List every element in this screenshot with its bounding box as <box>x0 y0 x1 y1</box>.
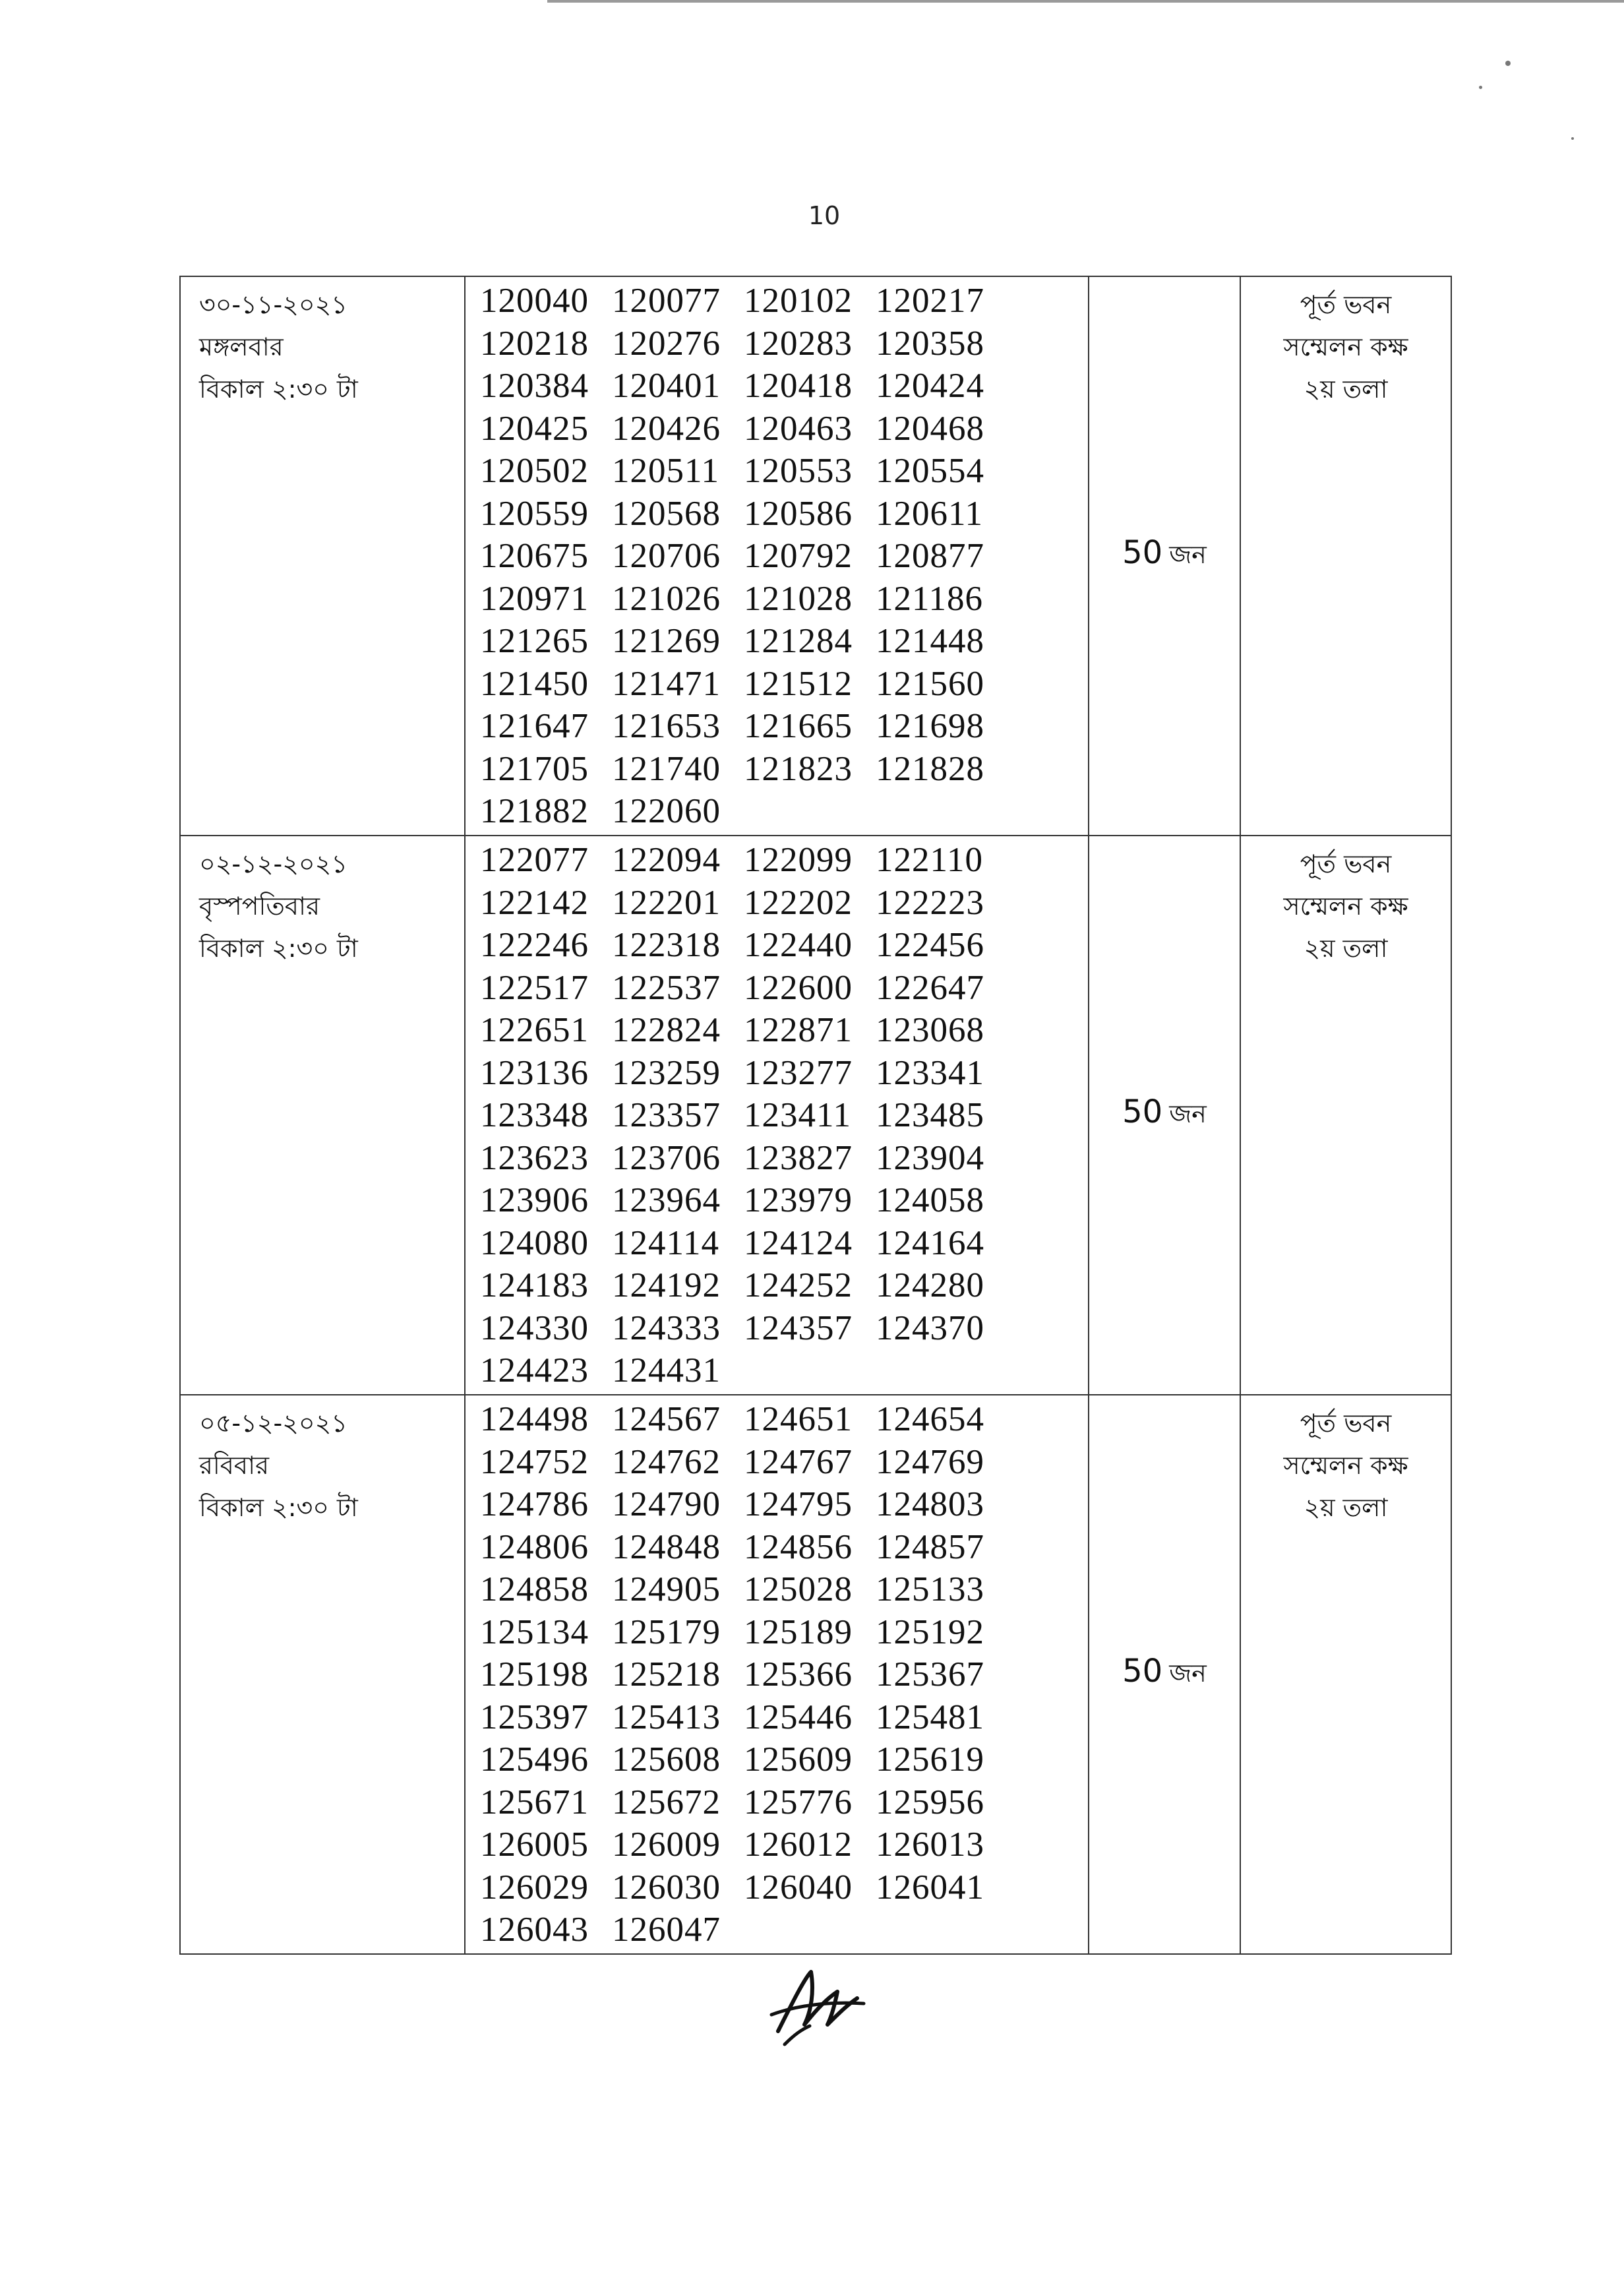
signature <box>765 1952 870 2051</box>
roll-number: 120426 <box>612 409 721 448</box>
roll-number: 120102 <box>744 282 853 321</box>
roll-number: 125446 <box>744 1698 853 1736</box>
roll-number: 124357 <box>744 1308 853 1347</box>
roll-number: 124370 <box>876 1308 984 1347</box>
exam-day: বৃস্পপতিবার <box>199 892 320 921</box>
venue-cell <box>1240 1395 1451 1954</box>
venue-line: ২য় তলা <box>1304 934 1388 963</box>
roll-number: 124803 <box>876 1485 984 1524</box>
roll-line <box>480 493 1088 536</box>
roll-number: 122077 <box>480 841 589 880</box>
roll-number: 122537 <box>612 968 721 1007</box>
roll-line <box>480 790 1088 833</box>
roll-number: 125189 <box>744 1612 853 1651</box>
roll-line <box>480 1781 1088 1824</box>
roll-number: 125413 <box>612 1698 721 1736</box>
roll-number: 121512 <box>744 664 853 703</box>
roll-number: 121186 <box>876 579 984 618</box>
roll-number: 126029 <box>480 1868 589 1907</box>
roll-number: 123411 <box>744 1096 852 1135</box>
roll-number: 124252 <box>744 1266 853 1305</box>
roll-number: 122223 <box>876 883 984 922</box>
roll-number: 125671 <box>480 1783 589 1821</box>
roll-number: 120463 <box>744 409 853 448</box>
roll-number: 120218 <box>480 324 589 363</box>
roll-number: 122110 <box>876 841 984 880</box>
venue-line: সম্মেলন কক্ষ <box>1283 892 1408 921</box>
roll-number: 125619 <box>876 1740 984 1779</box>
date-cell <box>180 1395 465 1954</box>
roll-number: 124769 <box>876 1442 984 1481</box>
roll-number: 123259 <box>612 1053 721 1092</box>
roll-number: 122824 <box>612 1011 721 1050</box>
roll-number: 121450 <box>480 664 589 703</box>
candidate-count: 50 <box>1122 1093 1163 1130</box>
roll-number: 125028 <box>744 1570 853 1609</box>
date-cell <box>180 276 465 836</box>
roll-number: 121705 <box>480 749 589 788</box>
roll-line <box>480 1398 1088 1441</box>
exam-date: ০২-১২-২০২১ <box>199 849 347 878</box>
candidate-count: 50 <box>1122 1653 1163 1690</box>
roll-line <box>480 705 1088 748</box>
roll-line <box>480 578 1088 621</box>
roll-number: 125481 <box>876 1698 984 1736</box>
roll-number: 120877 <box>876 537 984 576</box>
roll-number: 120040 <box>480 282 589 321</box>
roll-line <box>480 1307 1088 1350</box>
roll-number: 125179 <box>612 1612 721 1651</box>
candidate-count-cell <box>1089 836 1240 1395</box>
roll-number: 121698 <box>876 707 984 746</box>
roll-line <box>480 882 1088 925</box>
roll-number: 123341 <box>876 1053 984 1092</box>
roll-number: 120559 <box>480 494 589 533</box>
roll-line <box>480 280 1088 322</box>
roll-numbers-cell <box>465 1395 1089 1954</box>
roll-number: 122871 <box>744 1011 853 1050</box>
candidate-count: 50 <box>1122 534 1163 571</box>
exam-date: ০৫-১২-২০২১ <box>199 1409 347 1438</box>
roll-number: 120276 <box>612 324 721 363</box>
roll-number: 123827 <box>744 1138 853 1177</box>
roll-number: 126043 <box>480 1911 589 1949</box>
candidate-count-cell <box>1089 276 1240 836</box>
candidate-count-unit: জন <box>1169 1659 1207 1688</box>
roll-number: 125134 <box>480 1612 589 1651</box>
roll-number: 121665 <box>744 707 853 746</box>
roll-number: 126013 <box>876 1825 984 1864</box>
roll-number: 123136 <box>480 1053 589 1092</box>
roll-line <box>480 365 1088 408</box>
roll-number: 120792 <box>744 537 853 576</box>
roll-number: 123623 <box>480 1138 589 1177</box>
roll-number: 120706 <box>612 537 721 576</box>
candidate-count-unit: জন <box>1169 540 1207 569</box>
venue-line: পূর্ত ভবন <box>1300 849 1392 878</box>
roll-number: 120502 <box>480 452 589 491</box>
roll-line <box>480 535 1088 578</box>
roll-number: 122060 <box>612 792 721 831</box>
schedule-row <box>180 836 1451 1395</box>
roll-number: 124080 <box>480 1223 589 1262</box>
roll-number: 122456 <box>876 926 984 965</box>
roll-number: 123906 <box>480 1181 589 1220</box>
roll-number: 124651 <box>744 1400 853 1439</box>
roll-number: 125776 <box>744 1783 853 1821</box>
roll-number: 120384 <box>480 367 589 406</box>
roll-number: 125608 <box>612 1740 721 1779</box>
roll-number: 125496 <box>480 1740 589 1779</box>
roll-number: 124058 <box>876 1181 984 1220</box>
roll-number: 125192 <box>876 1612 984 1651</box>
scan-speck <box>1479 86 1482 89</box>
roll-number: 124423 <box>480 1351 589 1390</box>
roll-number: 124786 <box>480 1485 589 1524</box>
roll-number: 123068 <box>876 1011 984 1050</box>
roll-number: 120971 <box>480 579 589 618</box>
roll-number: 121882 <box>480 792 589 831</box>
roll-line <box>480 1137 1088 1180</box>
roll-line <box>480 967 1088 1010</box>
roll-number: 122094 <box>612 841 721 880</box>
roll-number: 122651 <box>480 1011 589 1050</box>
roll-number: 125956 <box>876 1783 984 1821</box>
roll-number: 124333 <box>612 1308 721 1347</box>
roll-number: 122142 <box>480 883 589 922</box>
roll-number: 120511 <box>612 452 720 491</box>
roll-line <box>480 1653 1088 1696</box>
roll-number: 122440 <box>744 926 853 965</box>
roll-number: 120611 <box>876 494 984 533</box>
roll-number: 124848 <box>612 1527 721 1566</box>
roll-number: 126005 <box>480 1825 589 1864</box>
roll-line <box>480 450 1088 493</box>
exam-time: বিকাল ২:৩০ টা <box>199 1493 358 1522</box>
roll-line <box>480 1009 1088 1052</box>
venue-line: পূর্ত ভবন <box>1300 290 1392 319</box>
roll-number: 125367 <box>876 1655 984 1694</box>
roll-number: 124795 <box>744 1485 853 1524</box>
roll-number: 123348 <box>480 1096 589 1135</box>
roll-line <box>480 839 1088 882</box>
schedule-row <box>180 276 1451 836</box>
roll-number: 124124 <box>744 1223 853 1262</box>
roll-number: 124762 <box>612 1442 721 1481</box>
roll-number: 121265 <box>480 622 589 661</box>
roll-number: 121653 <box>612 707 721 746</box>
venue-cell <box>1240 276 1451 836</box>
roll-number: 121471 <box>612 664 721 703</box>
roll-number: 120554 <box>876 452 984 491</box>
roll-number: 124790 <box>612 1485 721 1524</box>
venue-line: পূর্ত ভবন <box>1300 1409 1392 1438</box>
roll-number: 126040 <box>744 1868 853 1907</box>
roll-number: 122246 <box>480 926 589 965</box>
roll-number: 125366 <box>744 1655 853 1694</box>
roll-number: 120217 <box>876 282 984 321</box>
roll-line <box>480 924 1088 967</box>
roll-line <box>480 1094 1088 1137</box>
roll-line <box>480 1349 1088 1392</box>
roll-number: 123357 <box>612 1096 721 1135</box>
venue-cell <box>1240 836 1451 1395</box>
roll-number: 121448 <box>876 622 984 661</box>
roll-number: 126030 <box>612 1868 721 1907</box>
venue-line: ২য় তলা <box>1304 1493 1388 1522</box>
roll-line <box>480 663 1088 706</box>
schedule-row <box>180 1395 1451 1954</box>
roll-number: 123964 <box>612 1181 721 1220</box>
roll-number: 123485 <box>876 1096 984 1135</box>
roll-line <box>480 620 1088 663</box>
roll-number: 120568 <box>612 494 721 533</box>
roll-number: 120358 <box>876 324 984 363</box>
roll-line <box>480 1222 1088 1265</box>
roll-number: 124183 <box>480 1266 589 1305</box>
roll-line <box>480 1052 1088 1095</box>
roll-number: 124567 <box>612 1400 721 1439</box>
roll-number: 123979 <box>744 1181 853 1220</box>
roll-number: 120468 <box>876 409 984 448</box>
roll-line <box>480 748 1088 791</box>
page-number: 10 <box>808 201 841 230</box>
roll-line <box>480 1866 1088 1909</box>
roll-number: 124330 <box>480 1308 589 1347</box>
roll-numbers-cell <box>465 836 1089 1395</box>
roll-number: 124431 <box>612 1351 721 1390</box>
roll-number: 120418 <box>744 367 853 406</box>
roll-line <box>480 1738 1088 1781</box>
exam-day: মঙ্গলবার <box>199 332 284 361</box>
roll-number: 121823 <box>744 749 853 788</box>
roll-number: 125397 <box>480 1698 589 1736</box>
roll-number: 125133 <box>876 1570 984 1609</box>
roll-number: 121269 <box>612 622 721 661</box>
roll-line <box>480 322 1088 365</box>
roll-number: 122600 <box>744 968 853 1007</box>
roll-number: 125609 <box>744 1740 853 1779</box>
roll-number: 124767 <box>744 1442 853 1481</box>
roll-number: 123706 <box>612 1138 721 1177</box>
candidate-count-unit: জন <box>1169 1099 1207 1128</box>
roll-number: 124858 <box>480 1570 589 1609</box>
roll-number: 124280 <box>876 1266 984 1305</box>
roll-number: 120553 <box>744 452 853 491</box>
roll-number: 126047 <box>612 1911 721 1949</box>
roll-number: 122202 <box>744 883 853 922</box>
candidate-count-cell <box>1089 1395 1240 1954</box>
roll-number: 121740 <box>612 749 721 788</box>
roll-number: 120586 <box>744 494 853 533</box>
roll-number: 126009 <box>612 1825 721 1864</box>
roll-number: 120077 <box>612 282 721 321</box>
roll-number: 124856 <box>744 1527 853 1566</box>
roll-number: 124752 <box>480 1442 589 1481</box>
roll-number: 124498 <box>480 1400 589 1439</box>
venue-line: সম্মেলন কক্ষ <box>1283 332 1408 361</box>
roll-line <box>480 1264 1088 1307</box>
date-cell <box>180 836 465 1395</box>
roll-number: 126012 <box>744 1825 853 1864</box>
scan-speck <box>1571 137 1574 140</box>
roll-number: 124857 <box>876 1527 984 1566</box>
roll-number: 120283 <box>744 324 853 363</box>
roll-line <box>480 408 1088 450</box>
roll-line <box>480 1696 1088 1739</box>
roll-number: 121026 <box>612 579 721 618</box>
roll-number: 121647 <box>480 707 589 746</box>
roll-number: 120425 <box>480 409 589 448</box>
roll-number: 123277 <box>744 1053 853 1092</box>
roll-line <box>480 1909 1088 1951</box>
roll-line <box>480 1823 1088 1866</box>
roll-number: 125218 <box>612 1655 721 1694</box>
roll-number: 120424 <box>876 367 984 406</box>
roll-numbers-cell <box>465 276 1089 836</box>
roll-number: 124114 <box>612 1223 720 1262</box>
roll-line <box>480 1568 1088 1611</box>
roll-number: 122647 <box>876 968 984 1007</box>
roll-number: 122099 <box>744 841 853 880</box>
roll-number: 121284 <box>744 622 853 661</box>
roll-number: 125198 <box>480 1655 589 1694</box>
roll-number: 125672 <box>612 1783 721 1821</box>
roll-number: 126041 <box>876 1868 984 1907</box>
venue-line: সম্মেলন কক্ষ <box>1283 1451 1408 1480</box>
roll-line <box>480 1611 1088 1654</box>
roll-line <box>480 1441 1088 1484</box>
roll-number: 122201 <box>612 883 721 922</box>
scan-top-edge <box>547 0 1624 3</box>
roll-number: 124905 <box>612 1570 721 1609</box>
venue-line: ২য় তলা <box>1304 375 1388 404</box>
roll-number: 120675 <box>480 537 589 576</box>
roll-number: 124192 <box>612 1266 721 1305</box>
roll-number: 121028 <box>744 579 853 618</box>
roll-line <box>480 1179 1088 1222</box>
exam-schedule-table <box>179 276 1452 1955</box>
exam-date: ৩০-১১-২০২১ <box>199 290 347 319</box>
schedule-body <box>180 276 1451 1954</box>
roll-line <box>480 1483 1088 1526</box>
scan-speck <box>1505 61 1511 66</box>
roll-number: 121828 <box>876 749 984 788</box>
roll-number: 120401 <box>612 367 721 406</box>
roll-number: 123904 <box>876 1138 984 1177</box>
roll-number: 122318 <box>612 926 721 965</box>
roll-line <box>480 1526 1088 1569</box>
exam-time: বিকাল ২:৩০ টা <box>199 934 358 963</box>
exam-time: বিকাল ২:৩০ টা <box>199 375 358 404</box>
exam-day: রবিবার <box>199 1451 269 1480</box>
roll-number: 124806 <box>480 1527 589 1566</box>
roll-number: 124654 <box>876 1400 984 1439</box>
roll-number: 121560 <box>876 664 984 703</box>
roll-number: 124164 <box>876 1223 984 1262</box>
roll-number: 122517 <box>480 968 589 1007</box>
